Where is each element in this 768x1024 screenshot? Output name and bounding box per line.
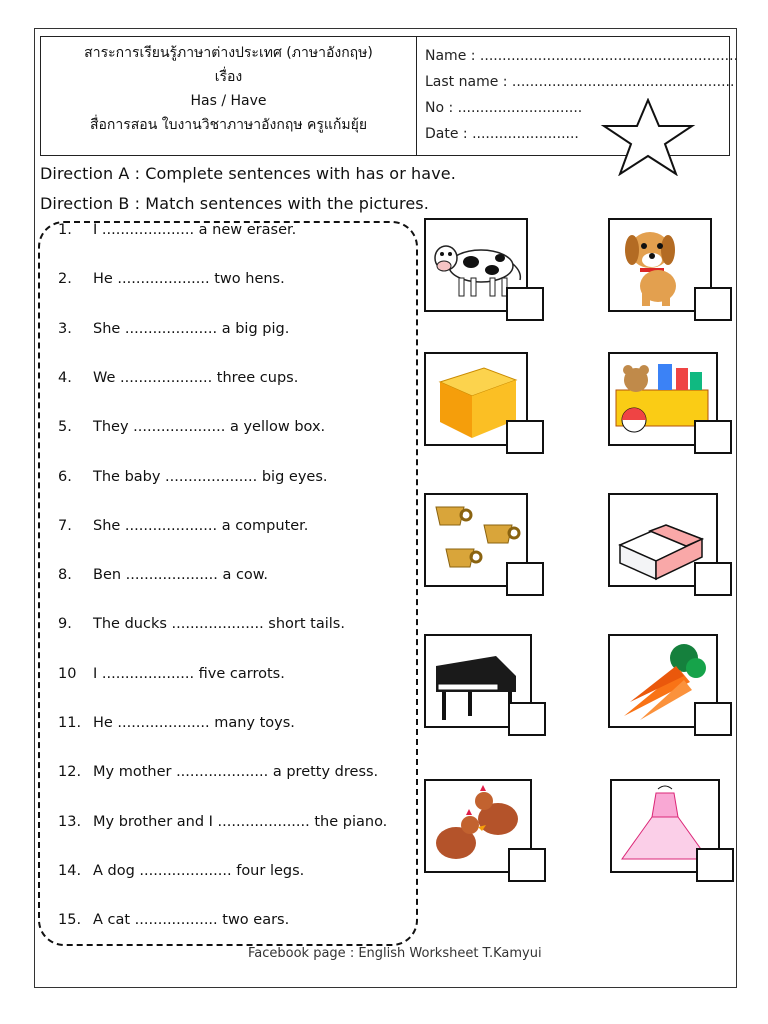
question-text[interactable]: My brother and I .................... the piano. — [93, 813, 388, 830]
question-number: 15. — [58, 912, 82, 929]
name-field[interactable]: Name : .......................................................... — [425, 48, 739, 64]
number-field[interactable]: No : ............................ — [425, 100, 583, 116]
question-number: 3. — [58, 320, 72, 337]
answer-box[interactable] — [694, 562, 732, 596]
subject-line: สาระการเรียนรู้ภาษาต่างประเทศ (ภาษาอังกฤษ) — [84, 45, 373, 61]
question-item — [58, 912, 289, 928]
answer-box[interactable] — [696, 848, 734, 882]
question-text[interactable]: I .................... five carrots. — [93, 665, 285, 682]
question-item — [58, 863, 304, 879]
question-item — [58, 518, 308, 534]
question-text[interactable]: The baby .................... big eyes. — [93, 468, 328, 485]
question-text[interactable]: He .................... many toys. — [93, 715, 295, 731]
header-title-block — [41, 37, 417, 155]
answer-box[interactable] — [506, 287, 544, 321]
question-text[interactable]: A dog .................... four legs. — [93, 862, 305, 879]
question-text[interactable]: Ben .................... a cow. — [93, 567, 268, 584]
question-text[interactable]: I .................... a new eraser. — [93, 222, 297, 238]
question-text[interactable]: My mother .................... a pretty dress. — [93, 764, 379, 781]
question-item — [58, 814, 387, 830]
question-text[interactable]: A cat .................. two ears. — [93, 912, 290, 929]
question-item — [58, 616, 345, 632]
question-item — [58, 271, 285, 287]
answer-box[interactable] — [694, 287, 732, 321]
date-field[interactable]: Date : ........................ — [425, 126, 579, 142]
question-item — [58, 764, 378, 780]
question-item — [58, 370, 298, 386]
question-item — [58, 567, 268, 583]
answer-box[interactable] — [694, 702, 732, 736]
answer-box[interactable] — [508, 702, 546, 736]
answer-box[interactable] — [508, 848, 546, 882]
question-text[interactable]: She .................... a big pig. — [93, 320, 290, 337]
question-number: 7. — [58, 517, 72, 534]
topic-word: เรื่อง — [214, 69, 243, 85]
question-number: 8. — [58, 567, 72, 584]
credit-line: สื่อการสอน ใบงานวิชาภาษาอังกฤษ ครูแก้มยุ้ย — [89, 117, 368, 133]
footer-credit: Facebook page : English Worksheet T.Kamyui — [248, 946, 542, 961]
question-number: 9. — [58, 616, 72, 633]
answer-box[interactable] — [506, 420, 544, 454]
answer-box[interactable] — [506, 562, 544, 596]
question-text[interactable]: She .................... a computer. — [93, 517, 309, 534]
lastname-field[interactable]: Last name : .................................................. — [425, 74, 735, 90]
question-number: 13. — [58, 813, 82, 830]
question-number: 4. — [58, 369, 72, 386]
question-item — [58, 469, 328, 485]
answer-box[interactable] — [694, 420, 732, 454]
question-number: 2. — [58, 271, 72, 288]
question-number: 6. — [58, 468, 72, 485]
question-number: 14. — [58, 862, 82, 879]
question-item — [58, 321, 289, 337]
question-item — [58, 715, 295, 731]
question-number: 1. — [58, 222, 72, 238]
direction-b: Direction B : Match sentences with the pictures. — [40, 194, 429, 213]
question-text[interactable]: We .................... three cups. — [93, 369, 299, 386]
direction-a: Direction A : Complete sentences with has or have. — [40, 164, 456, 183]
question-text[interactable]: He .................... two hens. — [93, 271, 285, 288]
question-number: 10 — [58, 665, 77, 682]
question-text[interactable]: They .................... a yellow box. — [93, 419, 326, 436]
question-number: 11. — [58, 715, 82, 731]
question-item — [58, 222, 296, 238]
question-item — [58, 419, 325, 435]
topic: Has / Have — [190, 93, 267, 109]
star-icon — [600, 98, 696, 176]
question-number: 12. — [58, 764, 82, 781]
question-text[interactable]: The ducks .................... short tails. — [93, 616, 345, 633]
question-number: 5. — [58, 419, 72, 436]
question-item — [58, 666, 285, 682]
